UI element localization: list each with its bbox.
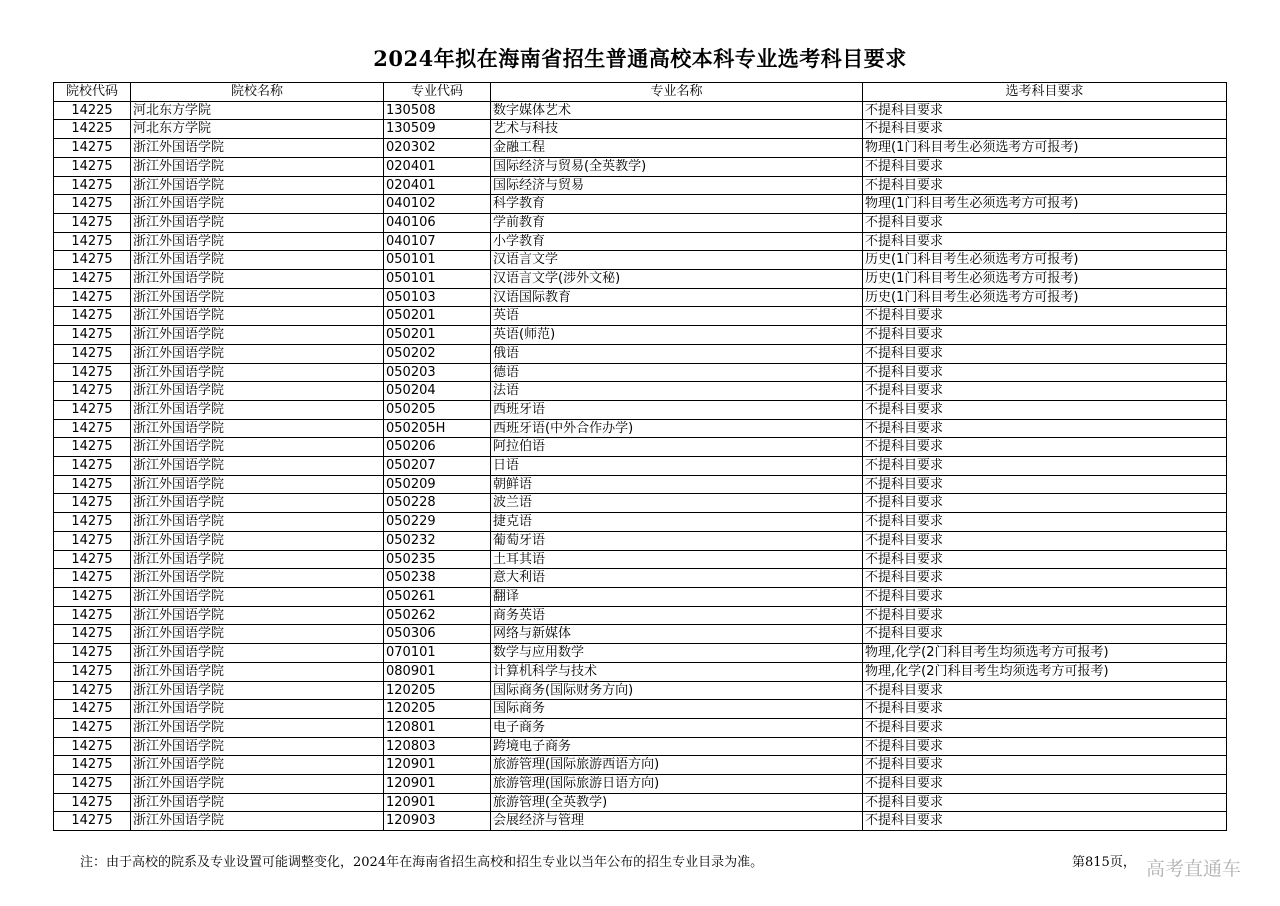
major-code-cell: 020401: [384, 176, 491, 195]
major-code-cell: 050101: [384, 251, 491, 270]
major-code-cell: 130508: [384, 101, 491, 120]
table-row: [54, 232, 1227, 251]
major-name-cell: 科学教育: [491, 195, 863, 214]
subject-requirement-cell: 历史(1门科目考生必须选考方可报考): [863, 270, 1227, 289]
table-row: [54, 531, 1227, 550]
major-code-cell: 080901: [384, 662, 491, 681]
table-row: [54, 494, 1227, 513]
school-code-cell: 14275: [54, 681, 131, 700]
school-code-cell: 14275: [54, 382, 131, 401]
school-name-cell: 浙江外国语学院: [131, 176, 384, 195]
major-name-cell: 旅游管理(国际旅游西语方向): [491, 756, 863, 775]
school-name-cell: 浙江外国语学院: [131, 382, 384, 401]
requirements-table: [53, 82, 1227, 831]
major-code-cell: 020401: [384, 157, 491, 176]
major-code-cell: 040102: [384, 195, 491, 214]
header-school-code: 院校代码: [54, 83, 131, 102]
school-code-cell: 14275: [54, 606, 131, 625]
major-code-cell: 050101: [384, 270, 491, 289]
school-code-cell: 14225: [54, 101, 131, 120]
major-name-cell: 法语: [491, 382, 863, 401]
school-name-cell: 浙江外国语学院: [131, 606, 384, 625]
school-code-cell: 14275: [54, 326, 131, 345]
major-name-cell: 西班牙语(中外合作办学): [491, 419, 863, 438]
major-name-cell: 电子商务: [491, 718, 863, 737]
table-row: [54, 101, 1227, 120]
school-name-cell: 浙江外国语学院: [131, 232, 384, 251]
major-code-cell: 120801: [384, 718, 491, 737]
major-code-cell: 120901: [384, 793, 491, 812]
subject-requirement-cell: 不提科目要求: [863, 120, 1227, 139]
table-row: [54, 569, 1227, 588]
subject-requirement-cell: 不提科目要求: [863, 101, 1227, 120]
subject-requirement-cell: 不提科目要求: [863, 438, 1227, 457]
subject-requirement-cell: 不提科目要求: [863, 587, 1227, 606]
major-code-cell: 050204: [384, 382, 491, 401]
subject-requirement-cell: 不提科目要求: [863, 812, 1227, 831]
watermark: 高考直通车: [1146, 858, 1242, 880]
major-name-cell: 商务英语: [491, 606, 863, 625]
school-name-cell: 浙江外国语学院: [131, 494, 384, 513]
footnote: 注：由于高校的院系及专业设置可能调整变化，2024年在海南省招生高校和招生专业以当年公布的招生专业目录为准。: [80, 855, 764, 870]
major-code-cell: 120205: [384, 681, 491, 700]
major-code-cell: 050201: [384, 326, 491, 345]
school-code-cell: 14225: [54, 120, 131, 139]
school-name-cell: 浙江外国语学院: [131, 288, 384, 307]
subject-requirement-cell: 不提科目要求: [863, 513, 1227, 532]
major-name-cell: 翻译: [491, 587, 863, 606]
school-code-cell: 14275: [54, 775, 131, 794]
school-code-cell: 14275: [54, 475, 131, 494]
table-row: [54, 195, 1227, 214]
school-code-cell: 14275: [54, 438, 131, 457]
table-row: [54, 625, 1227, 644]
major-name-cell: 数字媒体艺术: [491, 101, 863, 120]
subject-requirement-cell: 不提科目要求: [863, 400, 1227, 419]
major-code-cell: 050238: [384, 569, 491, 588]
major-code-cell: 120901: [384, 756, 491, 775]
table-row: [54, 606, 1227, 625]
school-name-cell: 浙江外国语学院: [131, 157, 384, 176]
table-row: [54, 457, 1227, 476]
school-code-cell: 14275: [54, 232, 131, 251]
major-code-cell: 050207: [384, 457, 491, 476]
major-name-cell: 会展经济与管理: [491, 812, 863, 831]
school-name-cell: 浙江外国语学院: [131, 531, 384, 550]
major-name-cell: 艺术与科技: [491, 120, 863, 139]
school-name-cell: 浙江外国语学院: [131, 662, 384, 681]
header-subject-requirement: 选考科目要求: [863, 83, 1227, 102]
school-code-cell: 14275: [54, 662, 131, 681]
major-code-cell: 050203: [384, 363, 491, 382]
school-name-cell: 浙江外国语学院: [131, 625, 384, 644]
table-row: [54, 139, 1227, 158]
major-code-cell: 070101: [384, 644, 491, 663]
subject-requirement-cell: 历史(1门科目考生必须选考方可报考): [863, 288, 1227, 307]
major-code-cell: 020302: [384, 139, 491, 158]
subject-requirement-cell: 不提科目要求: [863, 756, 1227, 775]
school-name-cell: 浙江外国语学院: [131, 363, 384, 382]
school-name-cell: 浙江外国语学院: [131, 681, 384, 700]
major-name-cell: 国际商务(国际财务方向): [491, 681, 863, 700]
major-code-cell: 050262: [384, 606, 491, 625]
major-code-cell: 050206: [384, 438, 491, 457]
school-name-cell: 浙江外国语学院: [131, 775, 384, 794]
table-row: [54, 157, 1227, 176]
subject-requirement-cell: 不提科目要求: [863, 382, 1227, 401]
school-name-cell: 浙江外国语学院: [131, 326, 384, 345]
major-name-cell: 跨境电子商务: [491, 737, 863, 756]
major-name-cell: 汉语言文学(涉外文秘): [491, 270, 863, 289]
school-code-cell: 14275: [54, 363, 131, 382]
table-row: [54, 419, 1227, 438]
major-name-cell: 国际商务: [491, 700, 863, 719]
major-code-cell: 050306: [384, 625, 491, 644]
major-name-cell: 学前教育: [491, 213, 863, 232]
major-code-cell: 050205: [384, 400, 491, 419]
major-name-cell: 德语: [491, 363, 863, 382]
school-name-cell: 浙江外国语学院: [131, 700, 384, 719]
school-code-cell: 14275: [54, 176, 131, 195]
school-name-cell: 河北东方学院: [131, 120, 384, 139]
table-row: [54, 270, 1227, 289]
table-row: [54, 120, 1227, 139]
school-code-cell: 14275: [54, 157, 131, 176]
major-name-cell: 汉语言文学: [491, 251, 863, 270]
school-code-cell: 14275: [54, 251, 131, 270]
header-major-name: 专业名称: [491, 83, 863, 102]
school-code-cell: 14275: [54, 737, 131, 756]
major-name-cell: 阿拉伯语: [491, 438, 863, 457]
school-name-cell: 浙江外国语学院: [131, 569, 384, 588]
subject-requirement-cell: 不提科目要求: [863, 457, 1227, 476]
school-code-cell: 14275: [54, 400, 131, 419]
major-code-cell: 050232: [384, 531, 491, 550]
major-code-cell: 120901: [384, 775, 491, 794]
major-name-cell: 英语: [491, 307, 863, 326]
table-row: [54, 326, 1227, 345]
school-name-cell: 浙江外国语学院: [131, 475, 384, 494]
table-row: [54, 587, 1227, 606]
major-code-cell: 050209: [384, 475, 491, 494]
table-row: [54, 344, 1227, 363]
table-row: [54, 288, 1227, 307]
table-row: [54, 382, 1227, 401]
major-name-cell: 意大利语: [491, 569, 863, 588]
major-name-cell: 西班牙语: [491, 400, 863, 419]
school-name-cell: 浙江外国语学院: [131, 756, 384, 775]
table-row: [54, 176, 1227, 195]
subject-requirement-cell: 不提科目要求: [863, 606, 1227, 625]
page-title: 2024年拟在海南省招生普通高校本科专业选考科目要求: [373, 46, 907, 71]
subject-requirement-cell: 不提科目要求: [863, 531, 1227, 550]
school-code-cell: 14275: [54, 550, 131, 569]
table-row: [54, 550, 1227, 569]
major-name-cell: 日语: [491, 457, 863, 476]
major-name-cell: 葡萄牙语: [491, 531, 863, 550]
major-name-cell: 捷克语: [491, 513, 863, 532]
major-code-cell: 050201: [384, 307, 491, 326]
school-code-cell: 14275: [54, 139, 131, 158]
subject-requirement-cell: 物理,化学(2门科目考生均须选考方可报考): [863, 644, 1227, 663]
major-name-cell: 汉语国际教育: [491, 288, 863, 307]
school-code-cell: 14275: [54, 793, 131, 812]
school-code-cell: 14275: [54, 307, 131, 326]
major-name-cell: 国际经济与贸易(全英教学): [491, 157, 863, 176]
subject-requirement-cell: 不提科目要求: [863, 363, 1227, 382]
school-code-cell: 14275: [54, 457, 131, 476]
table-row: [54, 513, 1227, 532]
major-code-cell: 040106: [384, 213, 491, 232]
major-name-cell: 朝鲜语: [491, 475, 863, 494]
major-name-cell: 小学教育: [491, 232, 863, 251]
school-name-cell: 浙江外国语学院: [131, 644, 384, 663]
school-code-cell: 14275: [54, 270, 131, 289]
subject-requirement-cell: 不提科目要求: [863, 681, 1227, 700]
school-name-cell: 浙江外国语学院: [131, 587, 384, 606]
subject-requirement-cell: 物理,化学(2门科目考生均须选考方可报考): [863, 662, 1227, 681]
subject-requirement-cell: 不提科目要求: [863, 307, 1227, 326]
major-name-cell: 英语(师范): [491, 326, 863, 345]
table-row: [54, 756, 1227, 775]
school-code-cell: 14275: [54, 494, 131, 513]
major-code-cell: 050205H: [384, 419, 491, 438]
school-code-cell: 14275: [54, 756, 131, 775]
major-name-cell: 旅游管理(全英教学): [491, 793, 863, 812]
major-name-cell: 计算机科学与技术: [491, 662, 863, 681]
school-name-cell: 浙江外国语学院: [131, 213, 384, 232]
school-code-cell: 14275: [54, 812, 131, 831]
subject-requirement-cell: 不提科目要求: [863, 344, 1227, 363]
school-name-cell: 河北东方学院: [131, 101, 384, 120]
subject-requirement-cell: 不提科目要求: [863, 494, 1227, 513]
school-name-cell: 浙江外国语学院: [131, 251, 384, 270]
subject-requirement-cell: 历史(1门科目考生必须选考方可报考): [863, 251, 1227, 270]
major-code-cell: 040107: [384, 232, 491, 251]
school-code-cell: 14275: [54, 531, 131, 550]
subject-requirement-cell: 物理(1门科目考生必须选考方可报考): [863, 139, 1227, 158]
school-name-cell: 浙江外国语学院: [131, 419, 384, 438]
table-row: [54, 718, 1227, 737]
major-name-cell: 网络与新媒体: [491, 625, 863, 644]
table-row: [54, 644, 1227, 663]
table-row: [54, 662, 1227, 681]
major-code-cell: 050202: [384, 344, 491, 363]
school-name-cell: 浙江外国语学院: [131, 195, 384, 214]
table-row: [54, 700, 1227, 719]
subject-requirement-cell: 不提科目要求: [863, 232, 1227, 251]
table-row: [54, 251, 1227, 270]
major-name-cell: 数学与应用数学: [491, 644, 863, 663]
major-code-cell: 050228: [384, 494, 491, 513]
subject-requirement-cell: 物理(1门科目考生必须选考方可报考): [863, 195, 1227, 214]
major-code-cell: 050229: [384, 513, 491, 532]
school-name-cell: 浙江外国语学院: [131, 344, 384, 363]
header-major-code: 专业代码: [384, 83, 491, 102]
school-name-cell: 浙江外国语学院: [131, 812, 384, 831]
school-name-cell: 浙江外国语学院: [131, 457, 384, 476]
subject-requirement-cell: 不提科目要求: [863, 569, 1227, 588]
school-code-cell: 14275: [54, 288, 131, 307]
major-code-cell: 050103: [384, 288, 491, 307]
school-code-cell: 14275: [54, 569, 131, 588]
table-row: [54, 213, 1227, 232]
school-name-cell: 浙江外国语学院: [131, 718, 384, 737]
school-code-cell: 14275: [54, 344, 131, 363]
school-code-cell: 14275: [54, 195, 131, 214]
major-code-cell: 050235: [384, 550, 491, 569]
table-row: [54, 775, 1227, 794]
major-name-cell: 国际经济与贸易: [491, 176, 863, 195]
major-code-cell: 120903: [384, 812, 491, 831]
major-code-cell: 120205: [384, 700, 491, 719]
major-name-cell: 金融工程: [491, 139, 863, 158]
school-code-cell: 14275: [54, 513, 131, 532]
school-code-cell: 14275: [54, 419, 131, 438]
table-row: [54, 812, 1227, 831]
subject-requirement-cell: 不提科目要求: [863, 213, 1227, 232]
school-code-cell: 14275: [54, 587, 131, 606]
school-code-cell: 14275: [54, 718, 131, 737]
school-code-cell: 14275: [54, 625, 131, 644]
school-name-cell: 浙江外国语学院: [131, 513, 384, 532]
school-code-cell: 14275: [54, 700, 131, 719]
page-number: 第815页，: [1072, 855, 1136, 870]
school-name-cell: 浙江外国语学院: [131, 307, 384, 326]
subject-requirement-cell: 不提科目要求: [863, 793, 1227, 812]
table-row: [54, 307, 1227, 326]
school-name-cell: 浙江外国语学院: [131, 139, 384, 158]
subject-requirement-cell: 不提科目要求: [863, 157, 1227, 176]
school-name-cell: 浙江外国语学院: [131, 438, 384, 457]
subject-requirement-cell: 不提科目要求: [863, 475, 1227, 494]
school-code-cell: 14275: [54, 213, 131, 232]
school-name-cell: 浙江外国语学院: [131, 737, 384, 756]
subject-requirement-cell: 不提科目要求: [863, 737, 1227, 756]
major-code-cell: 120803: [384, 737, 491, 756]
subject-requirement-cell: 不提科目要求: [863, 625, 1227, 644]
header-school-name: 院校名称: [131, 83, 384, 102]
subject-requirement-cell: 不提科目要求: [863, 326, 1227, 345]
school-name-cell: 浙江外国语学院: [131, 793, 384, 812]
subject-requirement-cell: 不提科目要求: [863, 550, 1227, 569]
subject-requirement-cell: 不提科目要求: [863, 176, 1227, 195]
school-name-cell: 浙江外国语学院: [131, 270, 384, 289]
subject-requirement-cell: 不提科目要求: [863, 775, 1227, 794]
table-row: [54, 400, 1227, 419]
major-name-cell: 土耳其语: [491, 550, 863, 569]
major-code-cell: 130509: [384, 120, 491, 139]
major-code-cell: 050261: [384, 587, 491, 606]
table-row: [54, 737, 1227, 756]
subject-requirement-cell: 不提科目要求: [863, 718, 1227, 737]
major-name-cell: 旅游管理(国际旅游日语方向): [491, 775, 863, 794]
table-row: [54, 793, 1227, 812]
school-name-cell: 浙江外国语学院: [131, 400, 384, 419]
major-name-cell: 波兰语: [491, 494, 863, 513]
table-row: [54, 681, 1227, 700]
table-row: [54, 475, 1227, 494]
school-code-cell: 14275: [54, 644, 131, 663]
table-row: [54, 438, 1227, 457]
subject-requirement-cell: 不提科目要求: [863, 419, 1227, 438]
subject-requirement-cell: 不提科目要求: [863, 700, 1227, 719]
school-name-cell: 浙江外国语学院: [131, 550, 384, 569]
table-row: [54, 363, 1227, 382]
table-header-row: [54, 83, 1227, 102]
major-name-cell: 俄语: [491, 344, 863, 363]
